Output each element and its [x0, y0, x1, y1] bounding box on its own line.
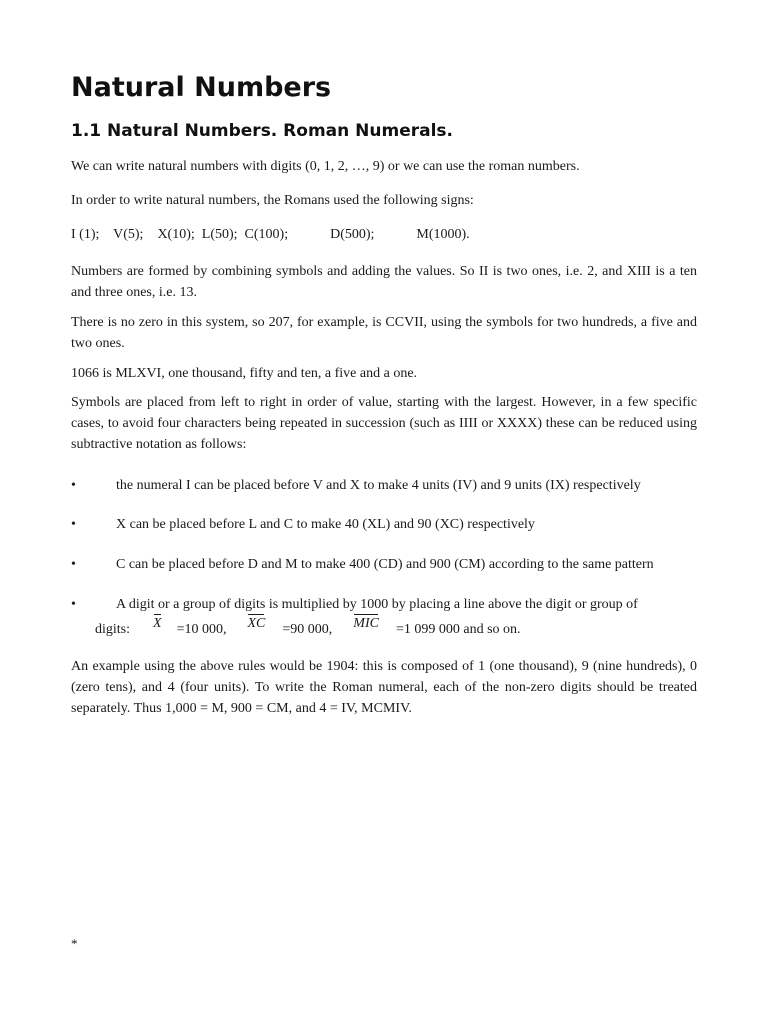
digits-label: digits: [95, 622, 131, 637]
numeral-value: =90 000, [282, 622, 333, 637]
bullet-marker: • [71, 557, 76, 572]
overlined-numeral: XC [247, 613, 265, 634]
roman-signs-list: I (1); V(5); X(10); L(50); C(100); D(500); M(1000). [71, 227, 470, 242]
list-item: C can be placed before D and M to make 400 (CD) and 900 (CM) according to the same pattern [116, 557, 654, 572]
bullet-marker: • [71, 597, 76, 612]
paragraph-1066: 1066 is MLXVI, one thousand, fifty and ten, a five and a one. [71, 366, 418, 381]
bullet-continuation [95, 616, 521, 640]
overlined-numeral: MIC [353, 613, 379, 634]
paragraph-subtractive: Symbols are placed from left to right in order of value, starting with the largest. However, in a few specific cases, to avoid four characters being repeated in succession (such as IIII or XXXX) these can be reduced using subtractive notation as follows: [71, 395, 697, 452]
footnote-mark: * [71, 936, 78, 951]
paragraph-roman-signs-intro: In order to write natural numbers, the Romans used the following signs: [71, 193, 474, 208]
list-item: A digit or a group of digits is multiplied by 1000 by placing a line above the digit or group of [116, 597, 638, 612]
paragraph-no-zero: There is no zero in this system, so 207, for example, is CCVII, using the symbols for two hundreds, a five and two ones. [71, 315, 697, 351]
list-item: X can be placed before L and C to make 40 (XL) and 90 (XC) respectively [116, 517, 535, 532]
page-title: Natural Numbers [71, 72, 332, 103]
list-item: the numeral I can be placed before V and X to make 4 units (IV) and 9 units (IX) respectively [116, 478, 641, 493]
paragraph-combining: Numbers are formed by combining symbols and adding the values. So II is two ones, i.e. 2, and XIII is a ten and three ones, i.e. 13. [71, 264, 697, 300]
bullet-marker: • [71, 478, 76, 493]
section-heading: 1.1 Natural Numbers. Roman Numerals. [71, 121, 453, 141]
overlined-numeral: X [153, 613, 162, 634]
numeral-value: =1 099 000 and so on. [395, 622, 521, 637]
paragraph-example-1904: An example using the above rules would be 1904: this is composed of 1 (one thousand), 9 (nine hundreds), 0 (zero tens), and 4 (four units). To write the Roman numeral, each of the non-zero digits should be treated separately. Thus 1,000 = M, 900 = CM, and 4 = IV, MCMIV. [71, 659, 697, 716]
bullet-marker: • [71, 517, 76, 532]
numeral-value: =10 000, [176, 622, 227, 637]
paragraph-digits: We can write natural numbers with digits (0, 1, 2, …, 9) or we can use the roman numbers. [71, 159, 580, 174]
